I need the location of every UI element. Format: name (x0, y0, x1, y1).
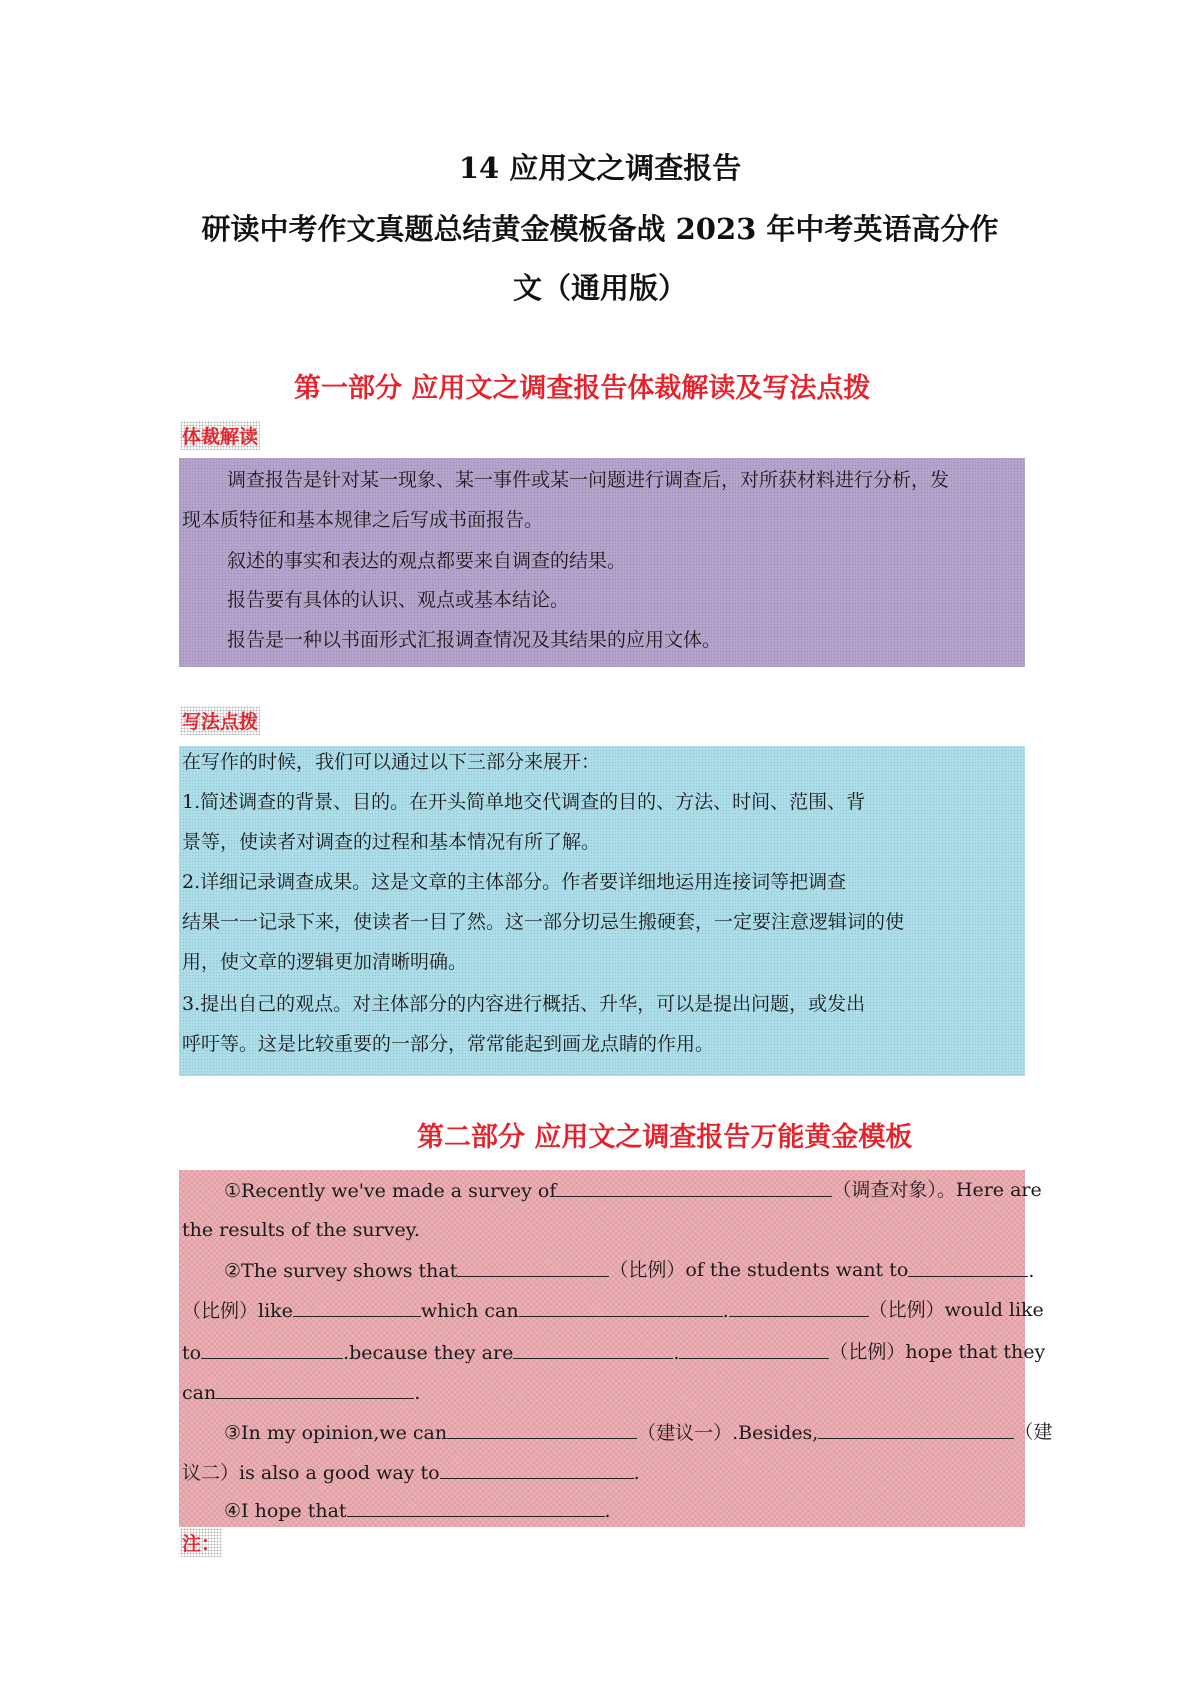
template-text: can (182, 1382, 217, 1404)
template-line-6 (182, 1380, 420, 1405)
fill-blank[interactable] (447, 1420, 637, 1439)
template-box (179, 1170, 1053, 1527)
tips-box (179, 746, 1025, 1076)
template-line-9 (224, 1498, 611, 1523)
fill-blank[interactable] (457, 1258, 609, 1277)
template-text: . (414, 1382, 421, 1404)
fill-blank[interactable] (679, 1340, 829, 1359)
fill-blank[interactable] (818, 1420, 1014, 1439)
template-text: . (1028, 1260, 1035, 1282)
template-text: which can (420, 1300, 519, 1322)
template-text: . (633, 1462, 640, 1484)
fill-blank[interactable] (519, 1298, 723, 1317)
part2-heading: 第二部分 应用文之调查报告万能黄金模板 (417, 1122, 913, 1153)
template-text: （调查对象）。Here are (832, 1179, 1042, 1201)
template-text: . (604, 1500, 611, 1522)
template-text: the results of the survey. (182, 1219, 420, 1241)
fill-blank[interactable] (347, 1498, 605, 1517)
note-label: 注： (180, 1528, 222, 1557)
template-line-4 (182, 1298, 1044, 1323)
template-text: ④I hope that (224, 1500, 347, 1522)
template-text: ②The survey shows that (224, 1260, 458, 1282)
fill-blank[interactable] (216, 1380, 414, 1399)
template-line-1 (182, 1178, 1042, 1203)
genre-box (179, 458, 1025, 667)
genre-line: 现本质特征和基本规律之后写成书面报告。 (182, 509, 544, 531)
fill-blank[interactable] (440, 1460, 634, 1479)
genre-line: 报告是一种以书面形式汇报调查情况及其结果的应用文体。 (227, 629, 722, 651)
tips-line: 结果一一记录下来，使读者一目了然。这一部分切忌生搬硬套，一定要注意逻辑词的使 (182, 911, 905, 933)
fill-blank[interactable] (556, 1178, 832, 1197)
template-line-8 (182, 1460, 640, 1485)
tips-line: 景等，使读者对调查的过程和基本情况有所了解。 (182, 831, 601, 853)
template-text: ①Recently we've made a survey of (224, 1180, 557, 1202)
template-line-7 (182, 1420, 1053, 1445)
genre-line: 调查报告是针对某一现象、某一事件或某一问题进行调查后，对所获材料进行分析，发 (227, 469, 950, 491)
genre-label: 体裁解读 (180, 421, 260, 450)
template-text: . (722, 1300, 729, 1322)
part1-heading: 第一部分 应用文之调查报告体裁解读及写法点拨 (294, 373, 871, 404)
tips-line: 用，使文章的逻辑更加清晰明确。 (182, 951, 468, 973)
doc-subtitle-line2: 文（通用版） (512, 271, 687, 305)
fill-blank[interactable] (513, 1340, 673, 1359)
genre-line: 叙述的事实和表达的观点都要来自调查的结果。 (227, 550, 627, 572)
template-text: （比例）like (182, 1300, 293, 1322)
template-text: 议二）is also a good way to (182, 1462, 440, 1484)
template-text: to (182, 1342, 202, 1364)
fill-blank[interactable] (908, 1258, 1028, 1277)
template-text: （建议一）.Besides, (637, 1422, 819, 1444)
template-line-3 (182, 1258, 1035, 1283)
fill-blank[interactable] (293, 1298, 421, 1317)
fill-blank[interactable] (729, 1298, 869, 1317)
template-text: （比例）of the students want to (609, 1259, 909, 1281)
doc-subtitle-line1: 研读中考作文真题总结黄金模板备战 2023 年中考英语高分作 (201, 212, 999, 246)
doc-title: 14 应用文之调查报告 (458, 151, 742, 185)
tips-line: 在写作的时候，我们可以通过以下三部分来展开： (182, 751, 601, 773)
template-line-5 (182, 1340, 1046, 1365)
tips-label: 写法点拨 (180, 706, 260, 735)
template-text: （比例）hope that they (829, 1341, 1046, 1363)
template-text: （建 (1014, 1421, 1053, 1443)
tips-line: 1.简述调查的背景、目的。在开头简单地交代调查的目的、方法、时间、范围、背 (182, 791, 866, 813)
tips-line: 呼吁等。这是比较重要的一部分，常常能起到画龙点睛的作用。 (182, 1033, 715, 1055)
template-text: ③In my opinion,we can (224, 1422, 448, 1444)
template-text: （比例）would like (868, 1299, 1044, 1321)
genre-line: 报告要有具体的认识、观点或基本结论。 (227, 589, 570, 611)
fill-blank[interactable] (201, 1340, 343, 1359)
tips-line: 3.提出自己的观点。对主体部分的内容进行概括、升华，可以是提出问题，或发出 (182, 993, 866, 1015)
tips-line: 2.详细记录调查成果。这是文章的主体部分。作者要详细地运用连接词等把调查 (182, 871, 847, 893)
template-text: . (673, 1342, 680, 1364)
template-text: .because they are (343, 1342, 514, 1364)
